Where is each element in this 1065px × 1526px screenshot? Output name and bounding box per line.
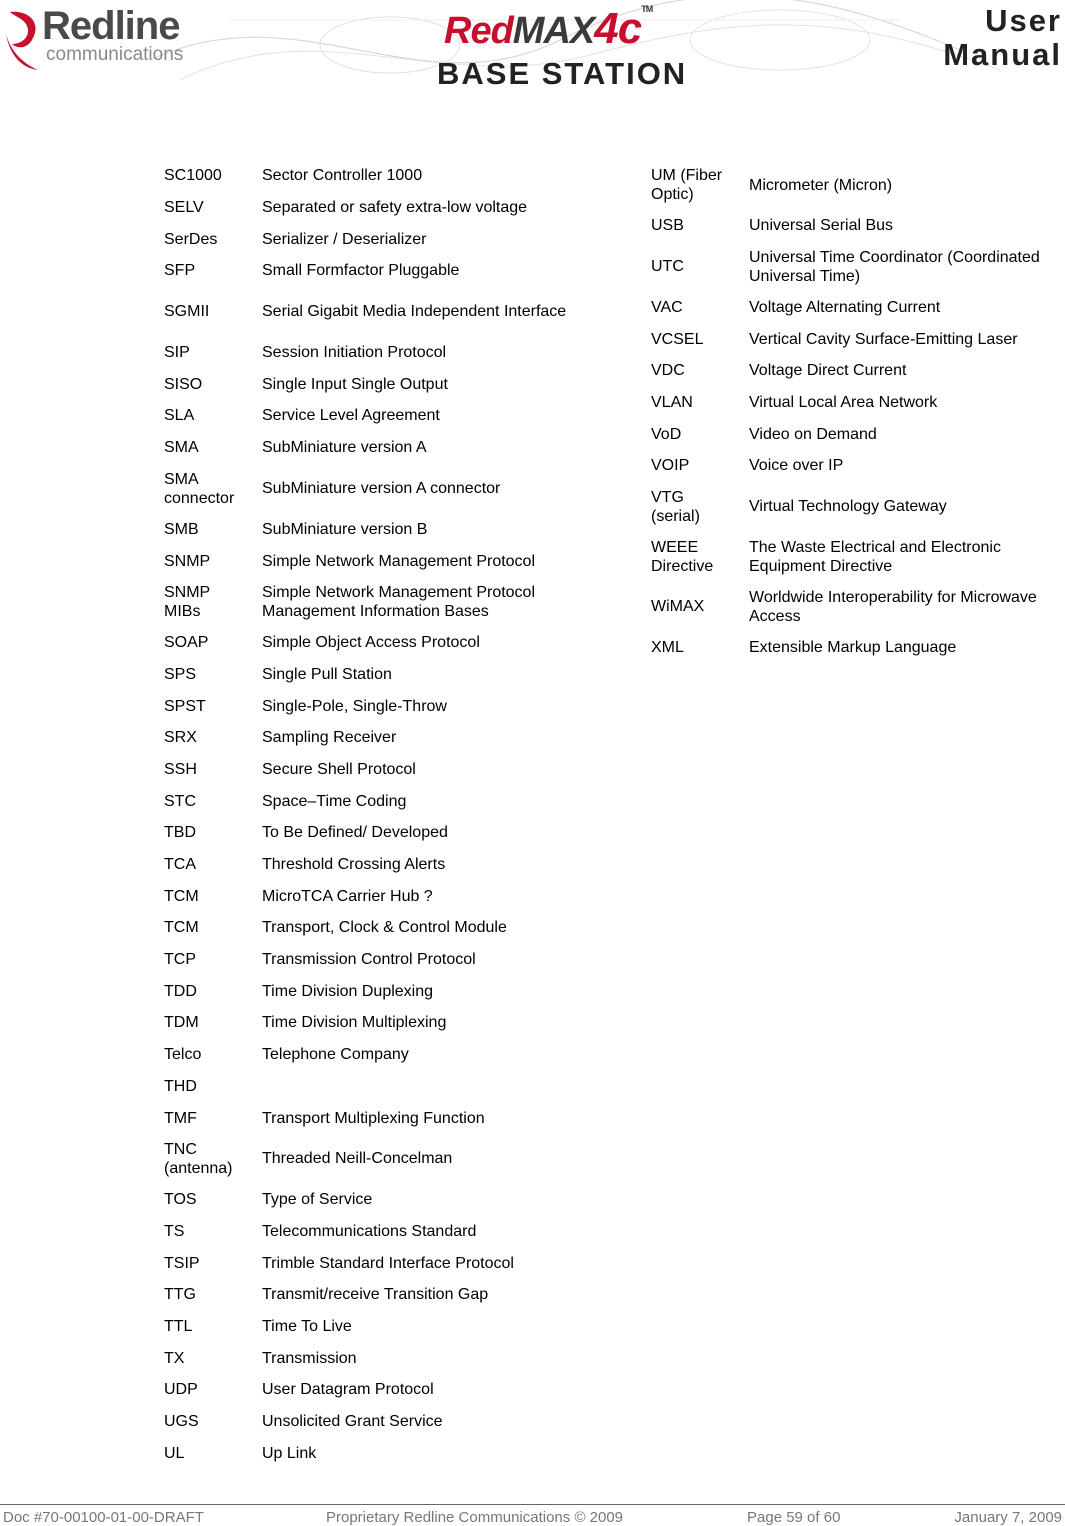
glossary-abbreviation: SSH — [164, 760, 197, 778]
glossary-row — [644, 532, 1065, 582]
glossary-definition: Voice over IP — [749, 457, 844, 475]
product-logo — [444, 4, 652, 54]
glossary-abbreviation: TDD — [164, 982, 197, 1000]
glossary-abbreviation: VCSEL — [651, 330, 704, 348]
glossary-abbreviation: TCM — [164, 919, 199, 937]
glossary-definition: Session Initiation Protocol — [262, 344, 447, 362]
glossary-row — [157, 1039, 577, 1071]
glossary-abbreviation: TMF — [164, 1109, 197, 1127]
glossary-definition: Micrometer (Micron) — [749, 176, 893, 194]
glossary-definition: Time Division Multiplexing — [262, 1014, 447, 1032]
glossary-row — [644, 387, 1065, 419]
glossary-row — [644, 292, 1065, 324]
glossary-definition: Video on Demand — [749, 425, 877, 443]
glossary-row — [644, 210, 1065, 242]
glossary-definition: Up Link — [262, 1444, 317, 1462]
glossary-abbreviation: SOAP — [164, 634, 209, 652]
glossary-abbreviation: THD — [164, 1077, 197, 1095]
glossary-abbreviation: SPST — [164, 697, 206, 715]
glossary-abbreviation: SMB — [164, 520, 199, 538]
glossary-row — [157, 785, 577, 817]
glossary-abbreviation: STC — [164, 792, 196, 810]
glossary-abbreviation: SNMP MIBs — [164, 583, 210, 620]
trademark-mark: TM — [641, 4, 653, 14]
glossary-abbreviation: SNMP — [164, 552, 211, 570]
glossary-row — [644, 355, 1065, 387]
glossary-row — [157, 659, 577, 691]
glossary-abbreviation: UTC — [651, 258, 684, 276]
glossary-row — [157, 627, 577, 659]
glossary-row — [157, 849, 577, 881]
glossary-row — [644, 160, 1065, 210]
glossary-abbreviation: TCP — [164, 951, 196, 969]
glossary-definition: Transport Multiplexing Function — [262, 1109, 485, 1127]
glossary-abbreviation: TTG — [164, 1286, 196, 1304]
glossary-definition: Separated or safety extra-low voltage — [262, 199, 528, 217]
glossary-row — [157, 1071, 577, 1103]
glossary-definition: Single Pull Station — [262, 665, 392, 683]
glossary-row — [157, 1406, 577, 1438]
glossary-definition: Transport, Clock & Control Module — [262, 919, 507, 937]
glossary-row — [644, 632, 1065, 664]
brand-subtitle: communications — [46, 44, 184, 65]
glossary-row — [157, 1437, 577, 1469]
glossary-abbreviation: WEEE Directive — [651, 538, 714, 575]
glossary-definition: User Datagram Protocol — [262, 1381, 434, 1399]
glossary-definition: Single-Pole, Single-Throw — [262, 697, 447, 715]
glossary-abbreviation: TS — [164, 1222, 185, 1240]
product-name-dark: MAX — [512, 10, 595, 52]
glossary-definition: Universal Serial Bus — [749, 217, 894, 235]
glossary-row — [644, 323, 1065, 355]
glossary-abbreviation: VLAN — [651, 394, 693, 412]
glossary-abbreviation: UL — [164, 1444, 185, 1462]
glossary-definition: Type of Service — [262, 1191, 373, 1209]
glossary-row — [157, 690, 577, 722]
glossary-abbreviation: SMA connector — [164, 470, 235, 507]
glossary-row — [157, 1374, 577, 1406]
glossary-definition: Serializer / Deserializer — [262, 230, 427, 248]
glossary-abbreviation: TOS — [164, 1191, 197, 1209]
glossary-abbreviation: TTL — [164, 1317, 193, 1335]
glossary-table-left-body — [157, 160, 577, 1469]
glossary-definition: Telephone Company — [262, 1046, 409, 1064]
glossary-row — [157, 880, 577, 912]
glossary-row — [157, 1311, 577, 1343]
page-footer — [0, 1504, 1065, 1524]
glossary-definition: Voltage Alternating Current — [749, 299, 941, 317]
footer-page-number: Page 59 of 60 — [747, 1509, 841, 1526]
glossary-abbreviation: SISO — [164, 375, 203, 393]
glossary-row — [157, 464, 577, 514]
glossary-row — [157, 1007, 577, 1039]
glossary-definition — [255, 1071, 577, 1103]
glossary-definition: Vertical Cavity Surface-Emitting Laser — [749, 330, 1018, 348]
glossary-definition: Threaded Neill-Concelman — [262, 1150, 453, 1168]
glossary-definition: Simple Network Management Protocol — [262, 552, 536, 570]
glossary-row — [157, 1134, 577, 1184]
glossary-abbreviation: VDC — [651, 362, 685, 380]
glossary-abbreviation: UGS — [164, 1413, 199, 1431]
glossary-row — [157, 400, 577, 432]
glossary-abbreviation: UM (Fiber Optic) — [651, 167, 723, 203]
glossary-table-right-body — [644, 160, 1065, 664]
glossary-definition: Time Division Duplexing — [262, 982, 434, 1000]
glossary-abbreviation: Telco — [164, 1046, 202, 1064]
glossary-abbreviation: USB — [651, 217, 684, 235]
glossary-row — [157, 975, 577, 1007]
glossary-abbreviation: SIP — [164, 344, 190, 362]
glossary-definition: To Be Defined/ Developed — [262, 824, 448, 842]
footer-date: January 7, 2009 — [954, 1509, 1062, 1526]
glossary-row — [644, 450, 1065, 482]
glossary-definition: Service Level Agreement — [262, 407, 440, 425]
glossary-row — [157, 432, 577, 464]
glossary-row — [644, 482, 1065, 532]
glossary-abbreviation: VOIP — [651, 457, 690, 475]
glossary-row — [157, 514, 577, 546]
glossary-abbreviation: VoD — [651, 425, 682, 443]
glossary-definition: Transmit/receive Transition Gap — [262, 1286, 489, 1304]
glossary-abbreviation: TCA — [164, 856, 196, 874]
glossary-definition: Extensible Markup Language — [749, 639, 957, 657]
glossary-abbreviation: TCM — [164, 887, 199, 905]
glossary-row — [157, 192, 577, 224]
glossary-definition: Small Formfactor Pluggable — [262, 262, 460, 280]
footer-copyright: Proprietary Redline Communications © 2009 — [326, 1509, 624, 1526]
glossary-abbreviation: SFP — [164, 262, 196, 280]
glossary-definition: Serial Gigabit Media Independent Interface — [262, 303, 567, 321]
glossary-row — [157, 817, 577, 849]
glossary-definition: Transmission — [262, 1349, 357, 1367]
glossary-row — [157, 223, 577, 255]
glossary-definition: SubMiniature version B — [262, 520, 428, 538]
glossary-row — [157, 160, 577, 192]
glossary-definition: Sector Controller 1000 — [262, 167, 423, 185]
glossary-definition: Worldwide Interoperability for Microwave Access — [749, 588, 1037, 625]
glossary-row — [157, 577, 577, 627]
glossary-left-column — [157, 160, 577, 1469]
brand-name: Redline — [42, 4, 180, 48]
glossary-row — [157, 912, 577, 944]
glossary-table-left — [157, 160, 577, 1469]
glossary-right-column — [644, 160, 1065, 664]
glossary-definition: SubMiniature version A connector — [262, 480, 501, 497]
glossary-definition: Time To Live — [262, 1317, 352, 1335]
glossary-definition: Universal Time Coordinator (Coordinated Universal Time) — [749, 248, 1040, 285]
glossary-row — [157, 368, 577, 400]
document-type — [943, 4, 1062, 72]
glossary-definition: Trimble Standard Interface Protocol — [262, 1254, 514, 1272]
glossary-row — [157, 722, 577, 754]
glossary-row — [157, 1102, 577, 1134]
glossary-row — [157, 944, 577, 976]
glossary-definition: Simple Network Management Protocol Management Information Bases — [262, 583, 536, 620]
glossary-row — [157, 1342, 577, 1374]
glossary-definition: Virtual Technology Gateway — [749, 498, 947, 516]
glossary-abbreviation: SMA — [164, 439, 199, 457]
glossary-abbreviation: SELV — [164, 199, 204, 217]
glossary-abbreviation: XML — [651, 639, 684, 657]
glossary-definition: SubMiniature version A — [262, 439, 427, 457]
glossary-definition: Virtual Local Area Network — [749, 394, 938, 412]
glossary-row — [644, 418, 1065, 450]
glossary-abbreviation: UDP — [164, 1381, 198, 1399]
glossary-definition: Unsolicited Grant Service — [262, 1413, 443, 1431]
product-name-4c: 4c — [594, 4, 642, 53]
glossary-definition: Transmission Control Protocol — [262, 951, 476, 969]
glossary-row — [157, 287, 577, 337]
glossary-abbreviation: TX — [164, 1349, 185, 1367]
glossary-abbreviation: VTG (serial) — [651, 488, 700, 525]
page-header — [0, 0, 1065, 100]
glossary-definition: Space–Time Coding — [262, 792, 407, 810]
glossary-abbreviation: SerDes — [164, 230, 218, 248]
glossary-definition: Secure Shell Protocol — [262, 760, 416, 778]
glossary-row — [157, 1247, 577, 1279]
glossary-row — [157, 1216, 577, 1248]
glossary-abbreviation: TDM — [164, 1014, 199, 1032]
glossary-abbreviation: VAC — [651, 299, 683, 317]
glossary-row — [157, 545, 577, 577]
glossary-definition: Single Input Single Output — [262, 375, 448, 393]
glossary-table-right — [644, 160, 1065, 664]
glossary-row — [157, 1279, 577, 1311]
glossary-definition: Simple Object Access Protocol — [262, 634, 480, 652]
glossary-abbreviation: SPS — [164, 665, 197, 683]
glossary-abbreviation: WiMAX — [651, 598, 705, 616]
glossary-abbreviation: TBD — [164, 824, 196, 842]
glossary-row — [157, 754, 577, 786]
glossary-abbreviation: SLA — [164, 407, 195, 425]
glossary-definition: Threshold Crossing Alerts — [262, 856, 446, 874]
glossary-row — [644, 582, 1065, 632]
glossary-abbreviation: SC1000 — [164, 167, 222, 185]
glossary-abbreviation: SRX — [164, 729, 197, 747]
glossary-abbreviation: SGMII — [164, 303, 210, 321]
glossary-abbreviation: TSIP — [164, 1254, 200, 1272]
document-type-line1: User — [985, 3, 1062, 38]
glossary-definition: Telecommunications Standard — [262, 1222, 477, 1240]
glossary-definition: The Waste Electrical and Electronic Equipment Directive — [749, 538, 1001, 575]
glossary-row — [157, 1184, 577, 1216]
product-name-red: Red — [444, 10, 513, 52]
footer-doc-number: Doc #70-00100-01-00-DRAFT — [3, 1509, 204, 1526]
glossary-definition: MicroTCA Carrier Hub ? — [262, 887, 433, 905]
glossary-row — [644, 242, 1065, 292]
glossary-abbreviation: TNC (antenna) — [164, 1140, 233, 1177]
product-subtitle: BASE STATION — [437, 56, 688, 91]
glossary-definition: Voltage Direct Current — [749, 362, 907, 380]
glossary-row — [157, 255, 577, 287]
glossary-definition: Sampling Receiver — [262, 729, 397, 747]
glossary-row — [157, 337, 577, 369]
document-type-line2: Manual — [943, 37, 1062, 72]
